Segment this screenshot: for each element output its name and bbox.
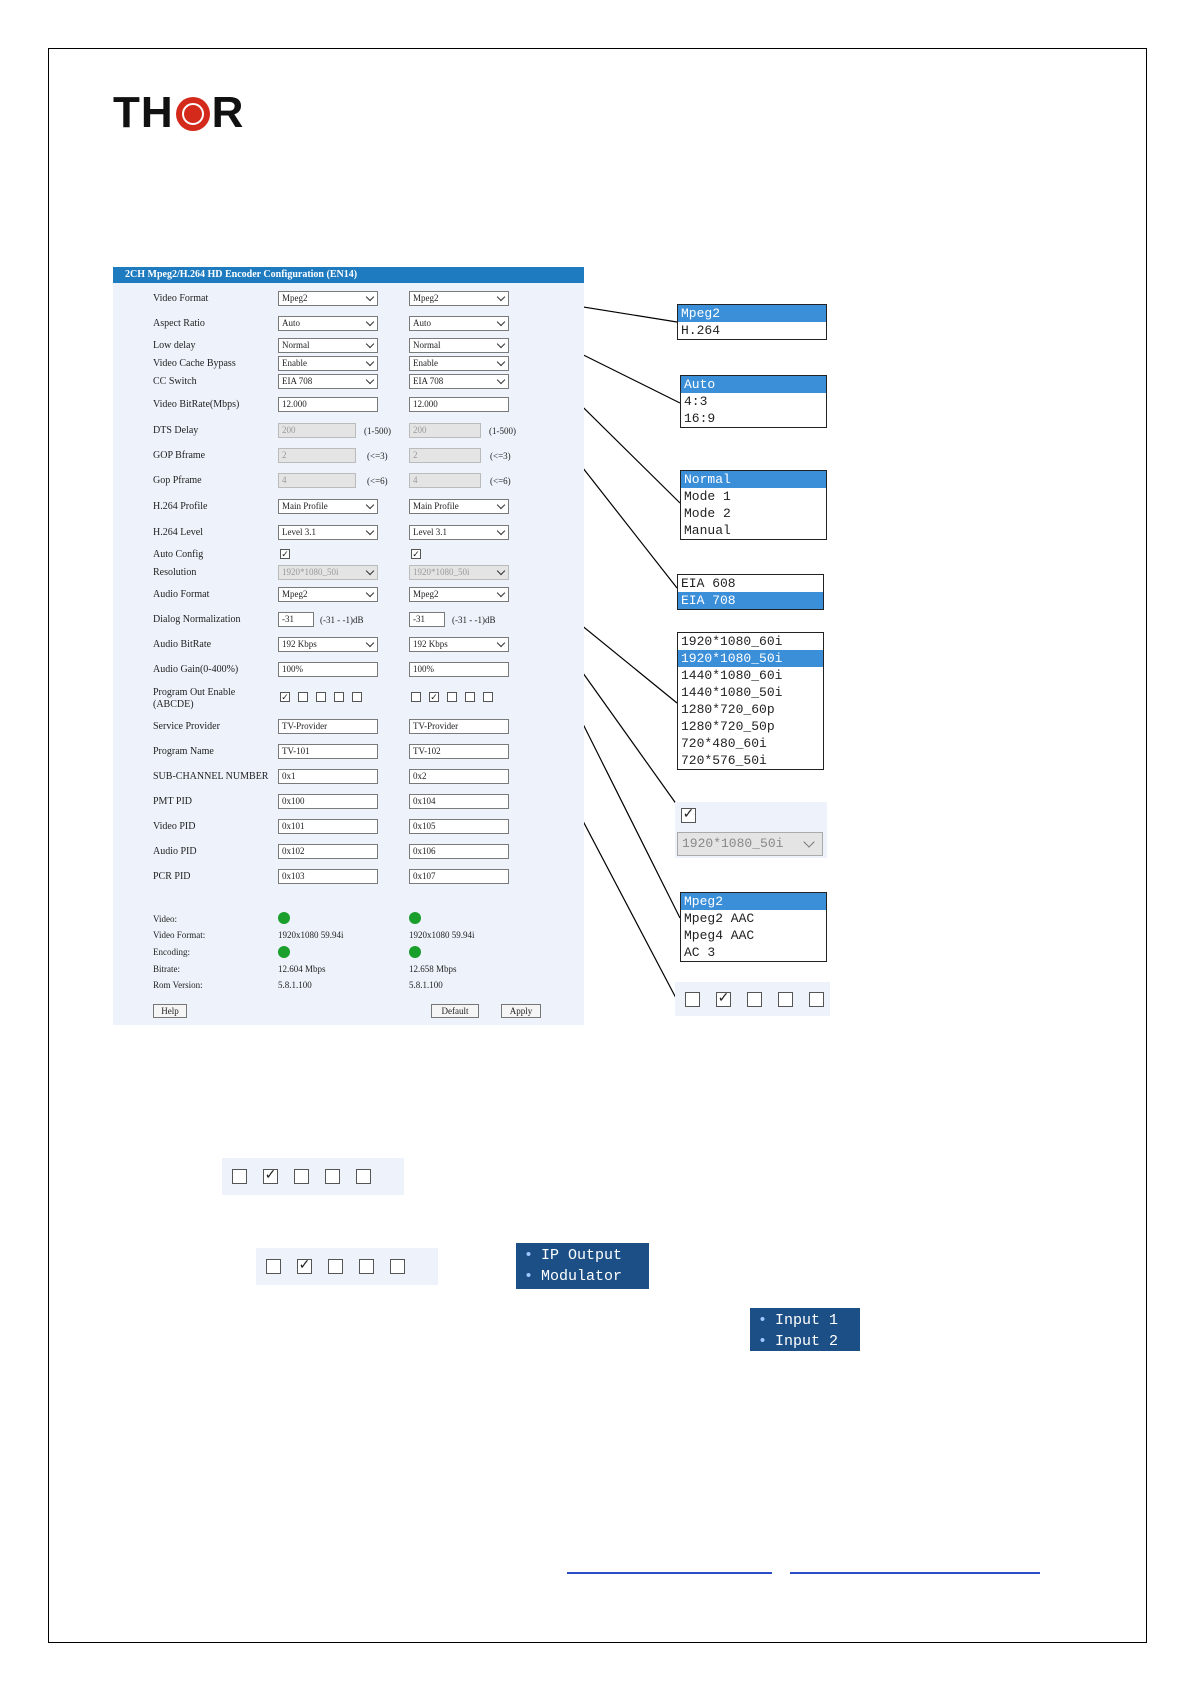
example1-checkbox-d[interactable] bbox=[325, 1169, 340, 1184]
option-res-4[interactable]: 1440*1080_50i bbox=[681, 685, 783, 700]
gop-pframe-hint-2: (<=6) bbox=[490, 476, 511, 486]
h264-profile-select-2[interactable]: Main Profile bbox=[409, 499, 509, 514]
label-program-name: Program Name bbox=[153, 746, 214, 757]
pmt-pid-input-1[interactable]: 0x100 bbox=[278, 794, 378, 809]
option-audio-mpeg2[interactable]: Mpeg2 bbox=[681, 893, 826, 910]
pmt-pid-input-2[interactable]: 0x104 bbox=[409, 794, 509, 809]
gop-bframe-input-1[interactable]: 2 bbox=[278, 448, 356, 463]
label-program-out-abcde: (ABCDE) bbox=[153, 699, 194, 710]
option-res-1[interactable]: 1920*1080_60i bbox=[681, 634, 783, 649]
bullet-icon: • bbox=[758, 1312, 768, 1329]
row-audio-format bbox=[113, 587, 584, 605]
nav-input-1-label: Input 1 bbox=[775, 1312, 839, 1329]
panel-title: 2CH Mpeg2/H.264 HD Encoder Configuration (EN14) bbox=[113, 267, 584, 283]
example1-checkbox-a[interactable] bbox=[232, 1169, 247, 1184]
row-h264-profile bbox=[113, 499, 584, 517]
nav-ip-output-label: IP Output bbox=[541, 1247, 623, 1264]
nav-modulator[interactable] bbox=[524, 1266, 641, 1287]
audio-format-select-2[interactable]: Mpeg2 bbox=[409, 587, 509, 602]
service-provider-input-2[interactable]: TV-Provider bbox=[409, 719, 509, 734]
example2-checkbox-d[interactable] bbox=[359, 1259, 374, 1274]
encoder-config-panel bbox=[113, 267, 584, 1025]
program-name-input-2[interactable]: TV-102 bbox=[409, 744, 509, 759]
row-h264-level bbox=[113, 525, 584, 543]
label-h264-profile: H.264 Profile bbox=[153, 501, 208, 512]
row-audio-gain bbox=[113, 662, 584, 680]
program-out-d-checkbox-1[interactable] bbox=[334, 692, 344, 702]
label-audio-format: Audio Format bbox=[153, 589, 210, 600]
label-audio-bitrate: Audio BitRate bbox=[153, 639, 212, 650]
label-audio-pid: Audio PID bbox=[153, 846, 197, 857]
video-pid-input-1[interactable]: 0x101 bbox=[278, 819, 378, 834]
nav-modulator-label: Modulator bbox=[541, 1268, 623, 1285]
auto-config-detail bbox=[675, 802, 827, 858]
label-gop-bframe: GOP Bframe bbox=[153, 450, 206, 461]
gop-pframe-input-2[interactable]: 4 bbox=[409, 473, 481, 488]
program-out-b-checkbox-1[interactable] bbox=[298, 692, 308, 702]
resolution-select-2[interactable]: 1920*1080_50i bbox=[409, 565, 509, 580]
low-delay-select-1[interactable]: Normal bbox=[278, 338, 378, 353]
detail-checkbox-b[interactable]: ✓ bbox=[717, 990, 730, 1006]
row-video-pid bbox=[113, 819, 584, 837]
audio-pid-input-2[interactable]: 0x106 bbox=[409, 844, 509, 859]
cc-switch-dropdown bbox=[677, 574, 824, 610]
program-out-b-checkbox-2[interactable]: ✓ bbox=[430, 692, 438, 702]
option-res-6[interactable]: 1280*720_50p bbox=[681, 719, 775, 734]
bullet-icon: • bbox=[524, 1247, 534, 1264]
option-mpeg4-aac[interactable]: Mpeg4 AAC bbox=[684, 928, 755, 943]
audio-format-select-1[interactable]: Mpeg2 bbox=[278, 587, 378, 602]
status-video-label: Video: bbox=[153, 914, 177, 924]
label-resolution: Resolution bbox=[153, 567, 197, 578]
option-h264[interactable]: H.264 bbox=[681, 323, 721, 338]
option-normal[interactable]: Normal bbox=[681, 471, 826, 488]
row-bitrate bbox=[113, 397, 584, 415]
program-out-d-checkbox-2[interactable] bbox=[465, 692, 475, 702]
label-video-format: Video Format bbox=[153, 293, 209, 304]
audio-format-dropdown bbox=[680, 892, 827, 962]
auto-config-detail-check bbox=[675, 802, 735, 828]
program-out-detail-strip bbox=[675, 982, 830, 1016]
row-video-format bbox=[113, 291, 584, 309]
audio-bitrate-select-1[interactable]: 192 Kbps bbox=[278, 637, 378, 652]
bitrate-input-2[interactable]: 12.000 bbox=[409, 397, 509, 412]
option-auto[interactable]: Auto bbox=[681, 376, 826, 393]
program-out-e-checkbox-2[interactable] bbox=[483, 692, 493, 702]
service-provider-input-1[interactable]: TV-Provider bbox=[278, 719, 378, 734]
status-encoding-label: Encoding: bbox=[153, 947, 190, 957]
program-out-c-checkbox-2[interactable] bbox=[447, 692, 457, 702]
example2-checkbox-b[interactable]: ✓ bbox=[298, 1258, 311, 1273]
label-video-pid: Video PID bbox=[153, 821, 196, 832]
row-cc-switch bbox=[113, 374, 584, 392]
dialog-norm-hint-2: (-31 - -1)dB bbox=[452, 615, 496, 625]
option-res-7[interactable]: 720*480_60i bbox=[681, 736, 767, 751]
status-bitrate-2: 12.658 Mbps bbox=[409, 964, 457, 974]
low-delay-dropdown bbox=[680, 470, 827, 540]
bullet-icon: • bbox=[524, 1268, 534, 1285]
dts-delay-hint-1: (1-500) bbox=[364, 426, 391, 436]
example1-checkbox-e[interactable] bbox=[356, 1169, 371, 1184]
status-bitrate-label: Bitrate: bbox=[153, 964, 180, 974]
row-sub-channel bbox=[113, 769, 584, 787]
program-out-example-strip-1 bbox=[222, 1158, 404, 1195]
status-rom-2: 5.8.1.100 bbox=[409, 980, 443, 990]
label-service-provider: Service Provider bbox=[153, 721, 220, 732]
row-dialog-norm bbox=[113, 612, 584, 630]
program-out-c-checkbox-1[interactable] bbox=[316, 692, 326, 702]
label-cc-switch: CC Switch bbox=[153, 376, 197, 387]
status-bitrate-1: 12.604 Mbps bbox=[278, 964, 326, 974]
logo-text-right: R bbox=[211, 88, 245, 137]
audio-gain-input-1[interactable]: 100% bbox=[278, 662, 378, 677]
program-out-a-checkbox-1[interactable]: ✓ bbox=[281, 692, 289, 702]
status-rom-1: 5.8.1.100 bbox=[278, 980, 312, 990]
label-aspect-ratio: Aspect Ratio bbox=[153, 318, 205, 329]
row-low-delay bbox=[113, 338, 584, 356]
row-aspect-ratio bbox=[113, 316, 584, 334]
nav-input-2-label: Input 2 bbox=[775, 1333, 839, 1350]
row-resolution bbox=[113, 565, 584, 583]
nav-ip-output[interactable] bbox=[524, 1245, 641, 1266]
row-program-out bbox=[113, 685, 584, 715]
footer-link-underline-2[interactable] bbox=[790, 1572, 1040, 1574]
label-dialog-norm: Dialog Normalization bbox=[153, 614, 241, 625]
help-button[interactable]: Help bbox=[153, 1004, 187, 1018]
row-pcr-pid bbox=[113, 869, 584, 887]
option-16-9[interactable]: 16:9 bbox=[684, 411, 716, 426]
option-eia-708[interactable]: EIA 708 bbox=[678, 592, 823, 609]
example1-checkbox-c[interactable] bbox=[294, 1169, 309, 1184]
option-eia-608[interactable]: EIA 608 bbox=[681, 576, 736, 591]
option-mode-2[interactable]: Mode 2 bbox=[684, 506, 731, 521]
bitrate-input-1[interactable]: 12.000 bbox=[278, 397, 378, 412]
option-mpeg2-aac[interactable]: Mpeg2 AAC bbox=[684, 911, 755, 926]
program-out-a-checkbox-2[interactable] bbox=[411, 692, 421, 702]
audio-pid-input-1[interactable]: 0x102 bbox=[278, 844, 378, 859]
row-gop-bframe bbox=[113, 448, 584, 466]
gop-pframe-input-1[interactable]: 4 bbox=[278, 473, 356, 488]
audio-gain-input-2[interactable]: 100% bbox=[409, 662, 509, 677]
label-dts-delay: DTS Delay bbox=[153, 425, 199, 436]
status-video-format-2: 1920x1080 59.94i bbox=[409, 930, 475, 940]
h264-level-select-1[interactable]: Level 3.1 bbox=[278, 525, 378, 540]
gop-bframe-input-2[interactable]: 2 bbox=[409, 448, 481, 463]
default-button[interactable]: Default bbox=[431, 1004, 479, 1018]
status-video-format-label: Video Format: bbox=[153, 930, 206, 940]
bullet-icon: • bbox=[758, 1333, 768, 1350]
row-service-provider bbox=[113, 719, 584, 737]
detail-checkbox-e[interactable] bbox=[809, 992, 824, 1007]
status-rom-label: Rom Version: bbox=[153, 980, 203, 990]
status-video-format-1: 1920x1080 59.94i bbox=[278, 930, 344, 940]
row-audio-bitrate bbox=[113, 637, 584, 655]
example2-checkbox-e[interactable] bbox=[390, 1259, 405, 1274]
aspect-ratio-select-2[interactable]: Auto bbox=[409, 316, 509, 331]
label-auto-config: Auto Config bbox=[153, 549, 204, 560]
cache-bypass-select-1[interactable]: Enable bbox=[278, 356, 378, 371]
label-gop-pframe: Gop Pframe bbox=[153, 475, 202, 486]
dialog-norm-input-1[interactable]: -31 bbox=[278, 612, 314, 627]
h264-level-select-2[interactable]: Level 3.1 bbox=[409, 525, 509, 540]
nav-input-2[interactable] bbox=[758, 1331, 852, 1352]
option-res-5[interactable]: 1280*720_60p bbox=[681, 702, 775, 717]
video-format-select-1[interactable]: Mpeg2 bbox=[278, 291, 378, 306]
video-status-led-2 bbox=[409, 912, 421, 924]
program-out-e-checkbox-1[interactable] bbox=[352, 692, 362, 702]
detail-checkbox-a[interactable] bbox=[685, 992, 700, 1007]
low-delay-select-2[interactable]: Normal bbox=[409, 338, 509, 353]
auto-config-checkbox-2[interactable]: ✓ bbox=[412, 549, 420, 559]
dts-delay-hint-2: (1-500) bbox=[489, 426, 516, 436]
label-audio-gain: Audio Gain(0-400%) bbox=[153, 664, 239, 675]
row-auto-config bbox=[113, 547, 584, 565]
option-res-8[interactable]: 720*576_50i bbox=[681, 753, 767, 768]
label-sub-channel: SUB-CHANNEL NUMBER bbox=[153, 771, 269, 782]
example1-checkbox-b[interactable]: ✓ bbox=[264, 1168, 277, 1183]
logo-text-left: TH bbox=[113, 88, 174, 137]
example2-checkbox-c[interactable] bbox=[328, 1259, 343, 1274]
label-low-delay: Low delay bbox=[153, 340, 196, 351]
example2-checkbox-a[interactable] bbox=[266, 1259, 281, 1274]
dialog-norm-hint-1: (-31 - -1)dB bbox=[320, 615, 364, 625]
sub-channel-input-2[interactable]: 0x2 bbox=[409, 769, 509, 784]
row-gop-pframe bbox=[113, 473, 584, 491]
encoding-status-led-1 bbox=[278, 946, 290, 958]
cache-bypass-select-2[interactable]: Enable bbox=[409, 356, 509, 371]
input-nav-menu bbox=[750, 1308, 860, 1351]
label-cache-bypass: Video Cache Bypass bbox=[153, 358, 236, 369]
option-manual[interactable]: Manual bbox=[684, 523, 731, 538]
dts-delay-input-1[interactable]: 200 bbox=[278, 423, 356, 438]
label-h264-level: H.264 Level bbox=[153, 527, 203, 538]
sub-channel-input-1[interactable]: 0x1 bbox=[278, 769, 378, 784]
video-status-led-1 bbox=[278, 912, 290, 924]
program-out-example-strip-2 bbox=[256, 1248, 438, 1285]
detail-checkbox-d[interactable] bbox=[778, 992, 793, 1007]
aspect-ratio-dropdown bbox=[680, 375, 827, 428]
pcr-pid-input-2[interactable]: 0x107 bbox=[409, 869, 509, 884]
auto-config-detail-select[interactable]: 1920*1080_50i bbox=[677, 832, 823, 856]
dts-delay-input-2[interactable]: 200 bbox=[409, 423, 481, 438]
row-program-name bbox=[113, 744, 584, 762]
cc-switch-select-2[interactable]: EIA 708 bbox=[409, 374, 509, 389]
gop-bframe-hint-1: (<=3) bbox=[367, 451, 388, 461]
label-bitrate: Video BitRate(Mbps) bbox=[153, 399, 240, 410]
gop-pframe-hint-1: (<=6) bbox=[367, 476, 388, 486]
row-dts-delay bbox=[113, 423, 584, 441]
option-mpeg2[interactable]: Mpeg2 bbox=[678, 305, 826, 322]
output-nav-menu bbox=[516, 1243, 649, 1289]
encoding-status-led-2 bbox=[409, 946, 421, 958]
pcr-pid-input-1[interactable]: 0x103 bbox=[278, 869, 378, 884]
h264-profile-select-1[interactable]: Main Profile bbox=[278, 499, 378, 514]
auto-config-detail-checkbox[interactable]: ✓ bbox=[682, 806, 695, 822]
auto-config-checkbox-1[interactable]: ✓ bbox=[281, 549, 289, 559]
nav-input-1[interactable] bbox=[758, 1310, 852, 1331]
label-pcr-pid: PCR PID bbox=[153, 871, 191, 882]
aspect-ratio-select-1[interactable]: Auto bbox=[278, 316, 378, 331]
audio-bitrate-select-2[interactable]: 192 Kbps bbox=[409, 637, 509, 652]
footer-link-underline-1[interactable] bbox=[567, 1572, 772, 1574]
video-pid-input-2[interactable]: 0x105 bbox=[409, 819, 509, 834]
option-ac3[interactable]: AC 3 bbox=[684, 945, 716, 960]
option-4-3[interactable]: 4:3 bbox=[684, 394, 708, 409]
label-pmt-pid: PMT PID bbox=[153, 796, 192, 807]
option-res-3[interactable]: 1440*1080_60i bbox=[681, 668, 783, 683]
video-format-dropdown bbox=[677, 304, 827, 340]
program-name-input-1[interactable]: TV-101 bbox=[278, 744, 378, 759]
label-program-out: Program Out Enable bbox=[153, 687, 236, 698]
video-format-select-2[interactable]: Mpeg2 bbox=[409, 291, 509, 306]
apply-button[interactable]: Apply bbox=[501, 1004, 541, 1018]
option-mode-1[interactable]: Mode 1 bbox=[684, 489, 731, 504]
option-res-2[interactable]: 1920*1080_50i bbox=[678, 650, 823, 667]
gop-bframe-hint-2: (<=3) bbox=[490, 451, 511, 461]
cc-switch-select-1[interactable]: EIA 708 bbox=[278, 374, 378, 389]
dialog-norm-input-2[interactable]: -31 bbox=[409, 612, 445, 627]
resolution-select-1[interactable]: 1920*1080_50i bbox=[278, 565, 378, 580]
row-pmt-pid bbox=[113, 794, 584, 812]
row-audio-pid bbox=[113, 844, 584, 862]
resolution-dropdown bbox=[677, 632, 824, 770]
row-cache-bypass bbox=[113, 356, 584, 374]
detail-checkbox-c[interactable] bbox=[747, 992, 762, 1007]
